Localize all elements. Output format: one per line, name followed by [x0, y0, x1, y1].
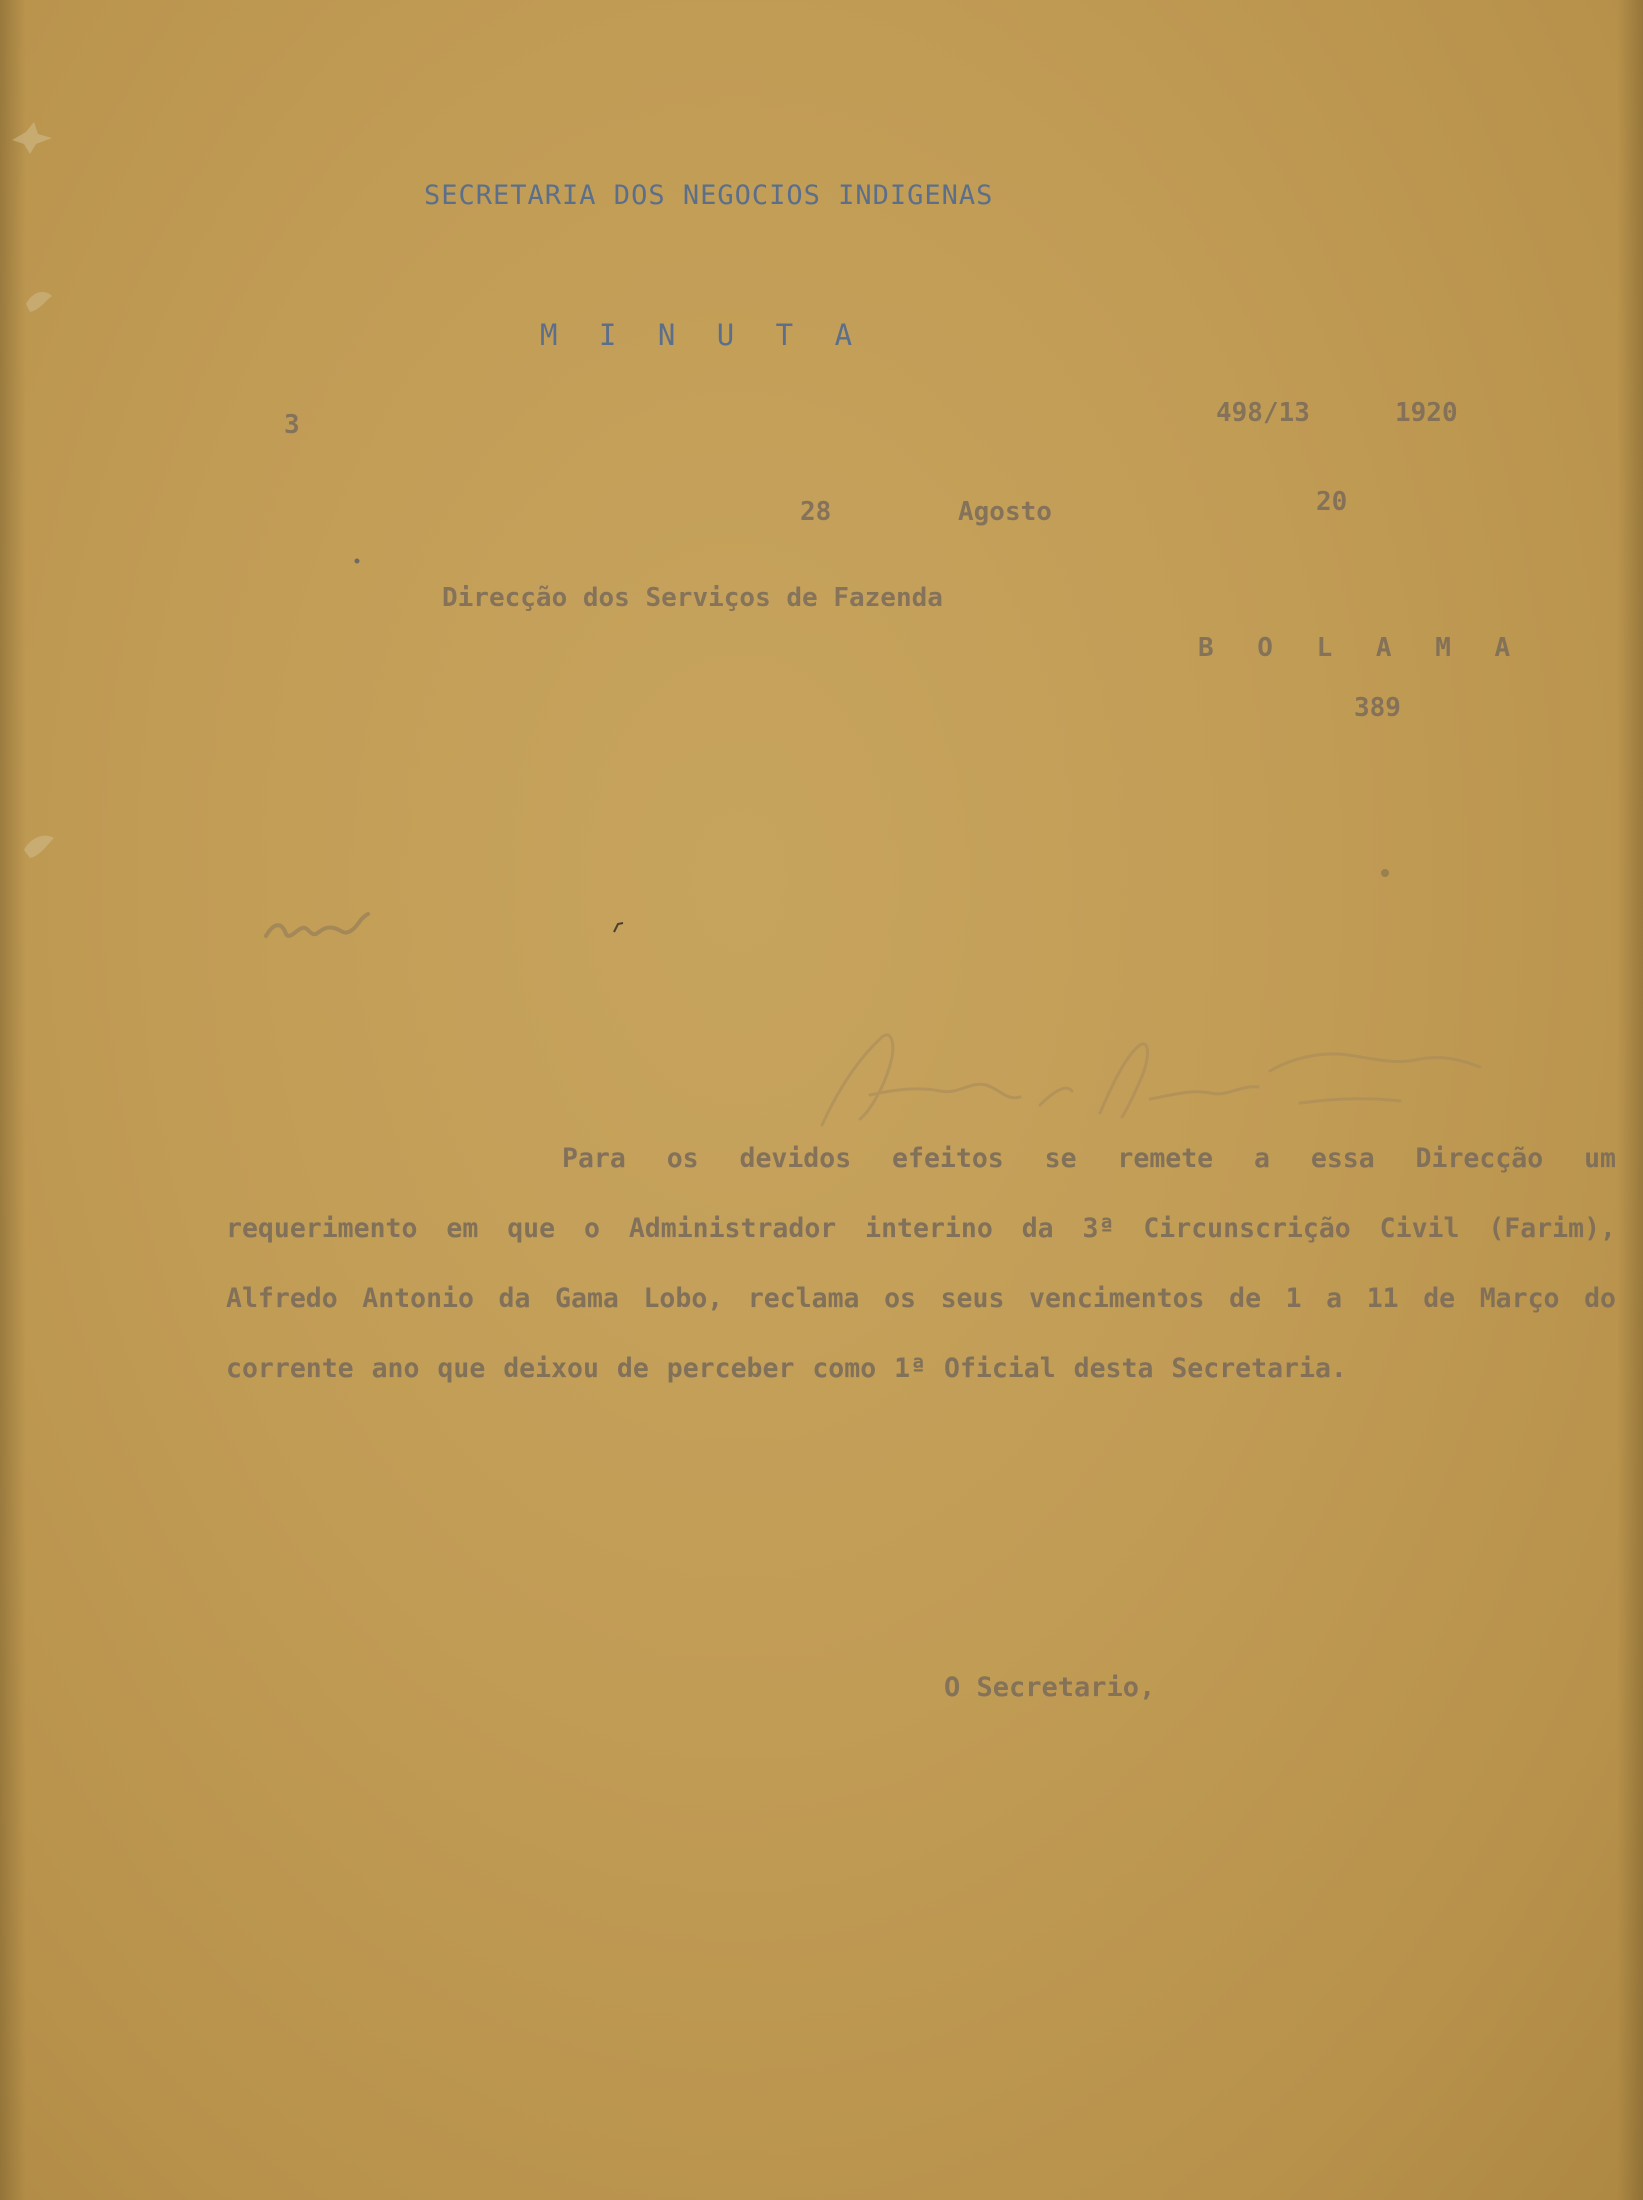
- date-day: 28: [800, 497, 832, 527]
- paper-damage: [20, 280, 60, 320]
- printed-year: 1920: [1395, 398, 1458, 428]
- paper-speck: [612, 920, 626, 934]
- body-paragraph: Para os devidos efeitos se remete a essa Direcção um requerimento em que o Administrador interino da 3ª Circunscrição Civil (Farim), Alfredo Antonio da Gama Lobo, reclama os seus vencimentos de 1 a 11 de Março do corrente ano que deixou de perceber como 1ª Oficial desta Secretaria.: [226, 1143, 1616, 1384]
- recipient-city: B O L A M A: [1198, 633, 1525, 663]
- file-code: 389: [1354, 693, 1401, 723]
- document-number: 3: [284, 410, 300, 440]
- pencil-scribble: [260, 900, 380, 950]
- form-label: M I N U T A: [540, 318, 865, 352]
- closing-signature-line: O Secretario,: [944, 1672, 1156, 1703]
- paper-speck: [1378, 866, 1392, 880]
- recipient: Direcção dos Serviços de Fazenda: [442, 583, 943, 613]
- date-year: 20: [1316, 487, 1348, 517]
- page-edge-shadow: [1617, 0, 1643, 2200]
- reference-number: 498/13: [1216, 398, 1310, 428]
- header-title: SECRETARIA DOS NEGOCIOS INDIGENAS: [424, 180, 994, 211]
- page-edge-shadow: [0, 0, 26, 2200]
- date-month: Agosto: [958, 497, 1052, 527]
- paper-speck: [352, 554, 362, 568]
